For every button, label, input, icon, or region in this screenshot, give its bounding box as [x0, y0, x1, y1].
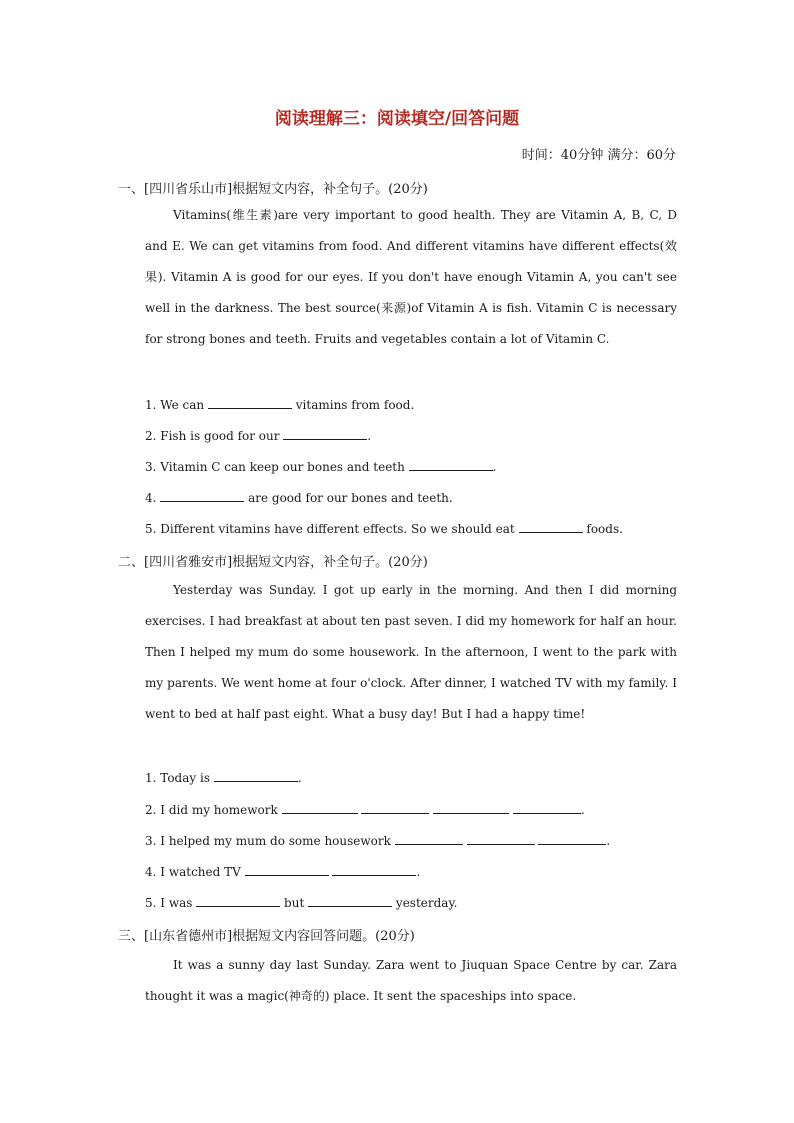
s2-question-1: 1. Today is .	[145, 771, 302, 785]
answer-blank[interactable]	[409, 458, 493, 471]
answer-blank[interactable]	[308, 894, 392, 907]
s2-question-4: 4. I watched TV .	[145, 865, 421, 879]
answer-blank[interactable]	[467, 832, 535, 845]
s1-question-5: 5. Different vitamins have different effects. So we should eat foods.	[145, 522, 623, 536]
s1-question-4: 4. are good for our bones and teeth.	[145, 491, 453, 505]
answer-blank[interactable]	[208, 396, 292, 409]
s2-question-3: 3. I helped my mum do some housework .	[145, 834, 611, 848]
section-3-passage: It was a sunny day last Sunday. Zara went to Jiuquan Space Centre by car. Zara thought it was a magic(神奇的) place. It sent the spaceships into space.	[145, 958, 677, 1003]
answer-blank[interactable]	[513, 801, 581, 814]
s2-question-5: 5. I was but yesterday.	[145, 896, 458, 910]
answer-blank[interactable]	[538, 832, 606, 845]
section-2-heading: 二、[四川省雅安市]根据短文内容，补全句子。(20分)	[118, 555, 428, 570]
page-title: 阅读理解三：阅读填空/回答问题	[274, 109, 520, 129]
section-1-heading: 一、[四川省乐山市]根据短文内容，补全句子。(20分)	[118, 182, 428, 197]
section-1-passage: Vitamins(维生素)are very important to good health. They are Vitamin A, B, C, D and E. We can get vitamins from food. And different vitamins have different effects(效果). Vitamin A is good for our eyes. If you don't have enough Vitamin A, you can't see well in the darkness. The best source(来源)of Vitamin A is fish. Vitamin C is necessary for strong bones and teeth. Fruits and vegetables contain a lot of Vitamin C.	[145, 208, 677, 346]
answer-blank[interactable]	[332, 863, 416, 876]
answer-blank[interactable]	[519, 520, 583, 533]
s1-question-3: 3. Vitamin C can keep our bones and teeth .	[145, 460, 497, 474]
section-3-heading: 三、[山东省德州市]根据短文内容回答问题。(20分)	[118, 929, 415, 944]
answer-blank[interactable]	[433, 801, 509, 814]
s1-question-1: 1. We can vitamins from food.	[145, 398, 415, 412]
answer-blank[interactable]	[196, 894, 280, 907]
s1-question-2: 2. Fish is good for our .	[145, 429, 372, 443]
answer-blank[interactable]	[214, 769, 298, 782]
answer-blank[interactable]	[283, 427, 367, 440]
answer-blank[interactable]	[245, 863, 329, 876]
s2-question-2: 2. I did my homework .	[145, 803, 585, 817]
answer-blank[interactable]	[395, 832, 463, 845]
answer-blank[interactable]	[160, 489, 244, 502]
answer-blank[interactable]	[282, 801, 358, 814]
time-score-info: 时间：40分钟 满分：60分	[521, 148, 676, 163]
section-2-passage: Yesterday was Sunday. I got up early in the morning. And then I did morning exercises. I had breakfast at about ten past seven. I did my homework for half an hour. Then I helped my mum do some housework. In the afternoon, I went to the park with my parents. We went home at four o'clock. After dinner, I watched TV with my family. I went to bed at half past eight. What a busy day! But I had a happy time!	[145, 583, 677, 721]
answer-blank[interactable]	[361, 801, 429, 814]
